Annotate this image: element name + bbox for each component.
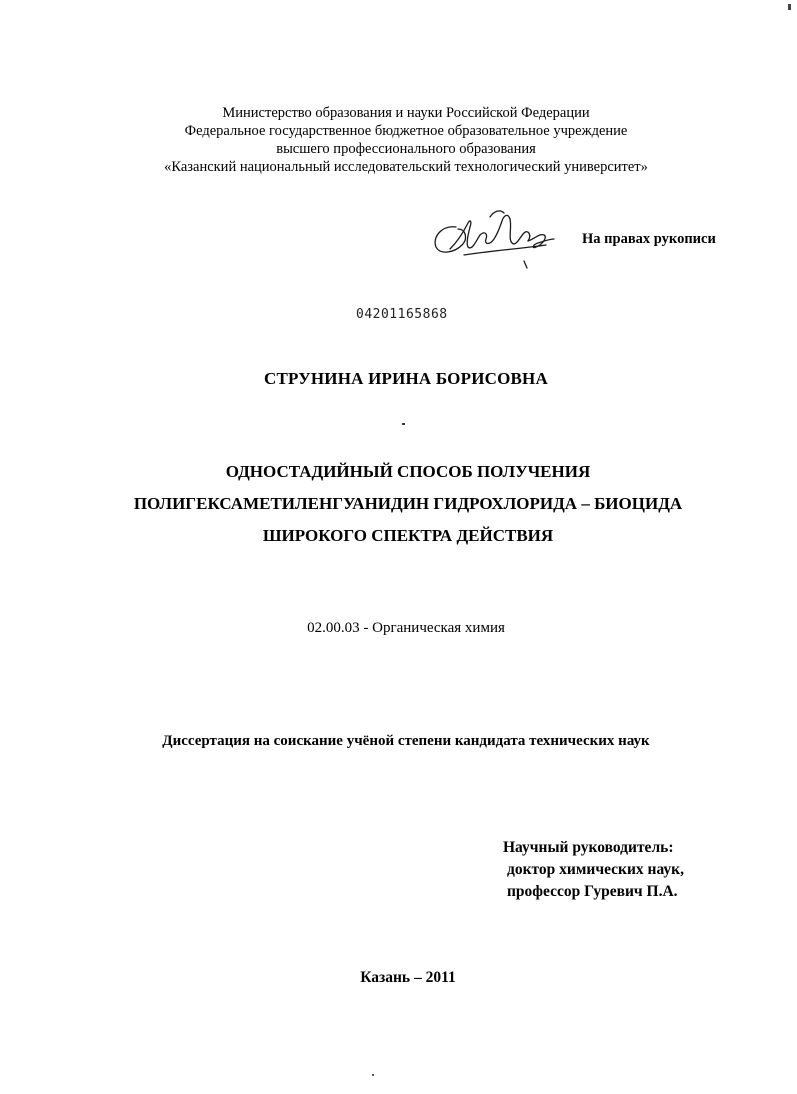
scan-mark bbox=[788, 4, 791, 10]
university-name-line: «Казанский национальный исследовательский технологический университет» bbox=[164, 159, 648, 175]
title-line-3: ШИРОКОГО СПЕКТРА ДЕЙСТВИЯ bbox=[262, 526, 554, 545]
institution-type-line: Федеральное государственное бюджетное образовательное учреждение bbox=[184, 123, 628, 139]
title-line-1: ОДНОСТАДИЙНЫЙ СПОСОБ ПОЛУЧЕНИЯ bbox=[225, 462, 591, 481]
city-and-year: Казань – 2011 bbox=[360, 969, 456, 986]
scientific-supervisor bbox=[503, 837, 684, 903]
dissertation-title bbox=[0, 456, 797, 552]
author-name: СТРУНИНА ИРИНА БОРИСОВНА bbox=[264, 369, 548, 388]
handwritten-signature bbox=[428, 205, 558, 271]
specialty-code: 02.00.03 - Органическая химия bbox=[307, 620, 505, 636]
institution-header bbox=[0, 104, 797, 176]
education-level-line: высшего профессионального образования bbox=[276, 141, 536, 157]
scan-dot-bottom bbox=[372, 1074, 374, 1076]
registration-number: 04201165868 bbox=[356, 307, 448, 322]
supervisor-label: Научный руководитель: bbox=[503, 839, 674, 856]
ministry-line: Министерство образования и науки Российской Федерации bbox=[222, 105, 590, 121]
supervisor-name: профессор Гуревич П.А. bbox=[507, 883, 678, 900]
supervisor-degree: доктор химических наук, bbox=[507, 861, 684, 878]
degree-statement: Диссертация на соискание учёной степени кандидата технических наук bbox=[162, 733, 650, 749]
title-line-2: ПОЛИГЕКСАМЕТИЛЕНГУАНИДИН ГИДРОХЛОРИДА – БИОЦИДА bbox=[133, 494, 683, 513]
scan-dot bbox=[402, 423, 405, 425]
manuscript-rights-label: На правах рукописи bbox=[582, 231, 716, 247]
